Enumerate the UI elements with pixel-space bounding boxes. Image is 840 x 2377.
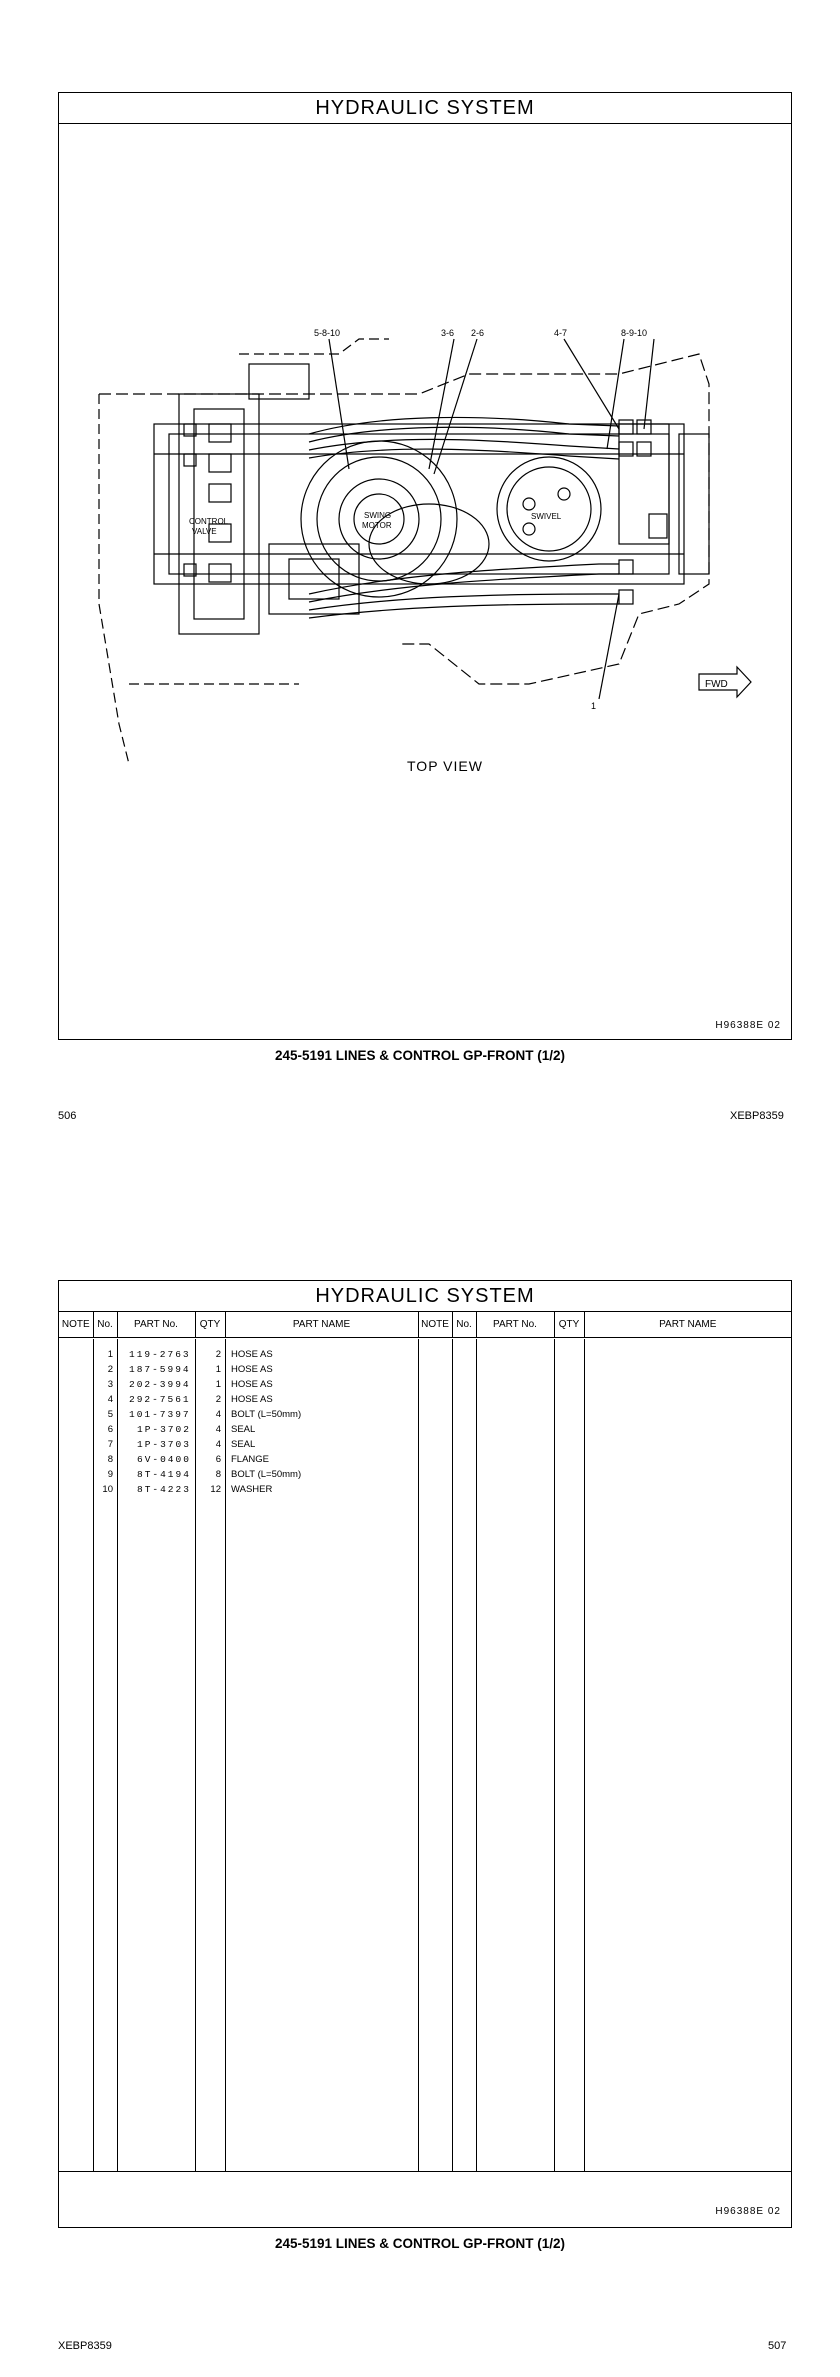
callout-8-9-10: 8-9-10 (621, 328, 648, 338)
part-no: 202-3994 (129, 1379, 191, 1390)
table-row (59, 1407, 419, 1422)
qty: 4 (215, 1424, 221, 1435)
part-name: FLANGE (231, 1454, 270, 1465)
label-control: CONTROL (189, 517, 229, 526)
callout-3-6: 3-6 (441, 328, 455, 338)
part-no: 187-5994 (129, 1364, 191, 1375)
doc-code: XEBP8359 (730, 1110, 784, 1122)
item-no: 2 (107, 1364, 113, 1375)
header-note: NOTE (418, 1311, 452, 1338)
callout-2-6: 2-6 (471, 328, 485, 338)
part-no: 1P-3703 (137, 1439, 191, 1450)
view-label: TOP VIEW (407, 758, 483, 774)
column-rule (584, 1339, 585, 2171)
qty: 2 (215, 1349, 221, 1360)
item-no: 5 (107, 1409, 113, 1420)
part-name: SEAL (231, 1424, 256, 1435)
page-number: 506 (58, 1110, 77, 1122)
qty: 1 (215, 1379, 221, 1390)
part-name: HOSE AS (231, 1364, 273, 1375)
callout-4-7: 4-7 (554, 328, 568, 338)
part-name: HOSE AS (231, 1349, 273, 1360)
qty: 1 (215, 1364, 221, 1375)
label-motor: MOTOR (362, 521, 392, 530)
qty: 2 (215, 1394, 221, 1405)
label-valve: VALVE (192, 527, 217, 536)
header-qty: QTY (554, 1311, 584, 1338)
table-row (59, 1392, 419, 1407)
item-no: 7 (107, 1439, 113, 1450)
part-no: 6V-0400 (137, 1454, 191, 1465)
qty: 12 (210, 1484, 221, 1495)
item-no: 3 (107, 1379, 113, 1390)
part-no: 292-7561 (129, 1394, 191, 1405)
hydraulic-diagram (59, 124, 790, 1039)
item-no: 8 (107, 1454, 113, 1465)
table-row (59, 1362, 419, 1377)
item-no: 4 (107, 1394, 113, 1405)
header-no: No. (452, 1311, 476, 1338)
parts-list-frame (58, 1280, 792, 2228)
parts-title: HYDRAULIC SYSTEM (59, 1281, 791, 1312)
illustration-frame (58, 92, 792, 1040)
table-row (59, 1347, 419, 1362)
table-row (59, 1467, 419, 1482)
part-name: HOSE AS (231, 1379, 273, 1390)
header-part-no: PART No. (476, 1311, 554, 1338)
parts-table-header (59, 1311, 791, 1338)
qty: 6 (215, 1454, 221, 1465)
table-row (59, 1452, 419, 1467)
column-rule (452, 1339, 453, 2171)
item-no: 10 (102, 1484, 113, 1495)
header-no: No. (93, 1311, 117, 1338)
part-no: 8T-4223 (137, 1484, 191, 1495)
part-name: WASHER (231, 1484, 273, 1495)
item-no: 9 (107, 1469, 113, 1480)
part-no: 101-7397 (129, 1409, 191, 1420)
table-row (59, 1377, 419, 1392)
header-part-no: PART No. (117, 1311, 195, 1338)
callout-1: 1 (591, 701, 597, 711)
figure-caption: 245-5191 LINES & CONTROL GP-FRONT (1/2) (274, 1048, 566, 1063)
drawing-ref: H96388E 02 (715, 1020, 781, 1031)
header-qty: QTY (195, 1311, 225, 1338)
table-row (59, 1422, 419, 1437)
qty: 4 (215, 1439, 221, 1450)
header-part-name: PART NAME (584, 1311, 791, 1338)
qty: 4 (215, 1409, 221, 1420)
column-rule (554, 1339, 555, 2171)
part-name: SEAL (231, 1439, 256, 1450)
label-fwd: FWD (705, 679, 728, 690)
label-swivel: SWIVEL (531, 512, 562, 521)
table-row (59, 1437, 419, 1452)
callout-5-8-10: 5-8-10 (314, 328, 341, 338)
header-note: NOTE (59, 1311, 93, 1338)
item-no: 1 (107, 1349, 113, 1360)
part-no: 119-2763 (129, 1349, 191, 1360)
drawing-ref: H96388E 02 (715, 2206, 781, 2217)
part-name: BOLT (L=50mm) (231, 1409, 302, 1420)
item-no: 6 (107, 1424, 113, 1435)
label-swing: SWING (364, 511, 392, 520)
part-no: 8T-4194 (137, 1469, 191, 1480)
table-row (59, 1482, 419, 1497)
page-title: HYDRAULIC SYSTEM (59, 93, 791, 124)
page-number: 507 (768, 2340, 787, 2352)
header-part-name: PART NAME (225, 1311, 418, 1338)
parts-caption: 245-5191 LINES & CONTROL GP-FRONT (1/2) (274, 2236, 566, 2251)
qty: 8 (215, 1469, 221, 1480)
part-name: BOLT (L=50mm) (231, 1469, 302, 1480)
footer-rule (59, 2171, 791, 2172)
part-no: 1P-3702 (137, 1424, 191, 1435)
part-name: HOSE AS (231, 1394, 273, 1405)
doc-code: XEBP8359 (58, 2340, 112, 2352)
column-rule (476, 1339, 477, 2171)
